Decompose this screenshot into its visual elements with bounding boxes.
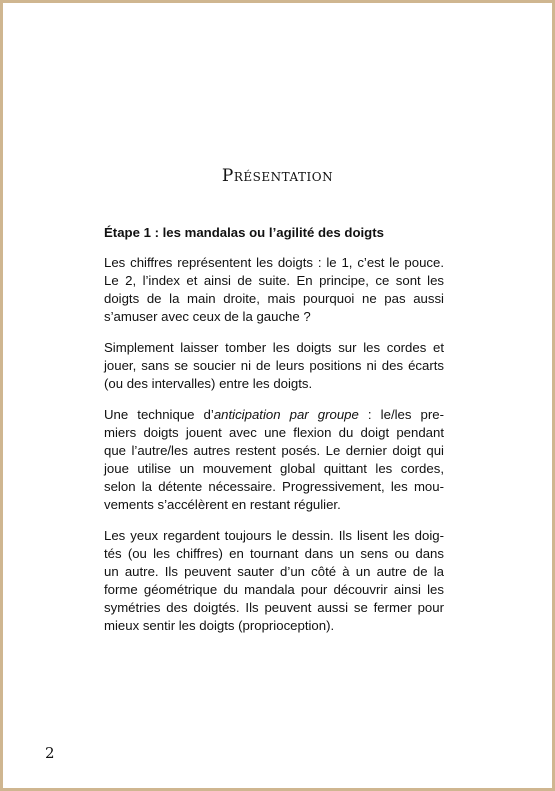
section-heading: Étape 1 : les mandalas ou l’agilité des doigts <box>104 225 384 240</box>
paragraph-line: forme géométrique du mandala pour découvrir ainsi les <box>104 582 444 597</box>
paragraph-line: joue utilise un mouvement global quittant les cordes, <box>104 461 444 476</box>
page-number: 2 <box>45 744 55 762</box>
page-content <box>104 224 444 648</box>
paragraph-line: vements s’accélèrent en restant régulier. <box>104 497 341 512</box>
paragraph-line: un autre. Ils peuvent sauter d’un côté à un autre de la <box>104 564 444 579</box>
paragraph-line: Les chiffres représentent les doigts : le 1, c’est le pouce. <box>104 255 444 270</box>
paragraph-line: Le 2, l’index et ainsi de suite. En principe, ce sont les <box>104 273 444 288</box>
italic-phrase: anticipation par groupe <box>213 407 359 422</box>
paragraph-line: s’amuser avec ceux de la gauche ? <box>104 309 311 324</box>
paragraph-line: mieux sentir les doigts (proprioception). <box>104 618 335 633</box>
paragraph-2 <box>104 339 444 393</box>
paragraph-line: que l’autre/les autres restent posés. Le dernier doigt qui <box>104 443 444 458</box>
paragraph-line: selon la détente nécessaire. Progressivement, les mou- <box>104 479 444 494</box>
paragraph-line: symétries des doigtés. Ils peuvent aussi se fermer pour <box>104 600 444 615</box>
paragraph-line: tés (ou les chiffres) en tournant dans un sens ou dans <box>104 546 444 561</box>
paragraph-3 <box>104 406 444 514</box>
paragraph-line: Les yeux regardent toujours le dessin. Ils lisent les doig- <box>104 528 444 543</box>
paragraph-line: doigts de la main droite, mais pourquoi ne pas aussi <box>104 291 444 306</box>
paragraph-4 <box>104 527 444 635</box>
paragraph-line: (ou des intervalles) entre les doigts. <box>104 376 313 391</box>
paragraph-line: miers doigts jouent avec une flexion du doigt pendant <box>104 425 444 440</box>
paragraph-line: Simplement laisser tomber les doigts sur les cordes et <box>104 340 444 355</box>
paragraph-1 <box>104 254 444 326</box>
page-title: Présentation <box>221 166 334 186</box>
paragraph-line: jouer, sans se soucier ni de leurs positions ni des écarts <box>104 358 444 373</box>
paragraph-line-with-italic: Une technique d’anticipation par groupe : le/les pre- <box>104 407 444 422</box>
